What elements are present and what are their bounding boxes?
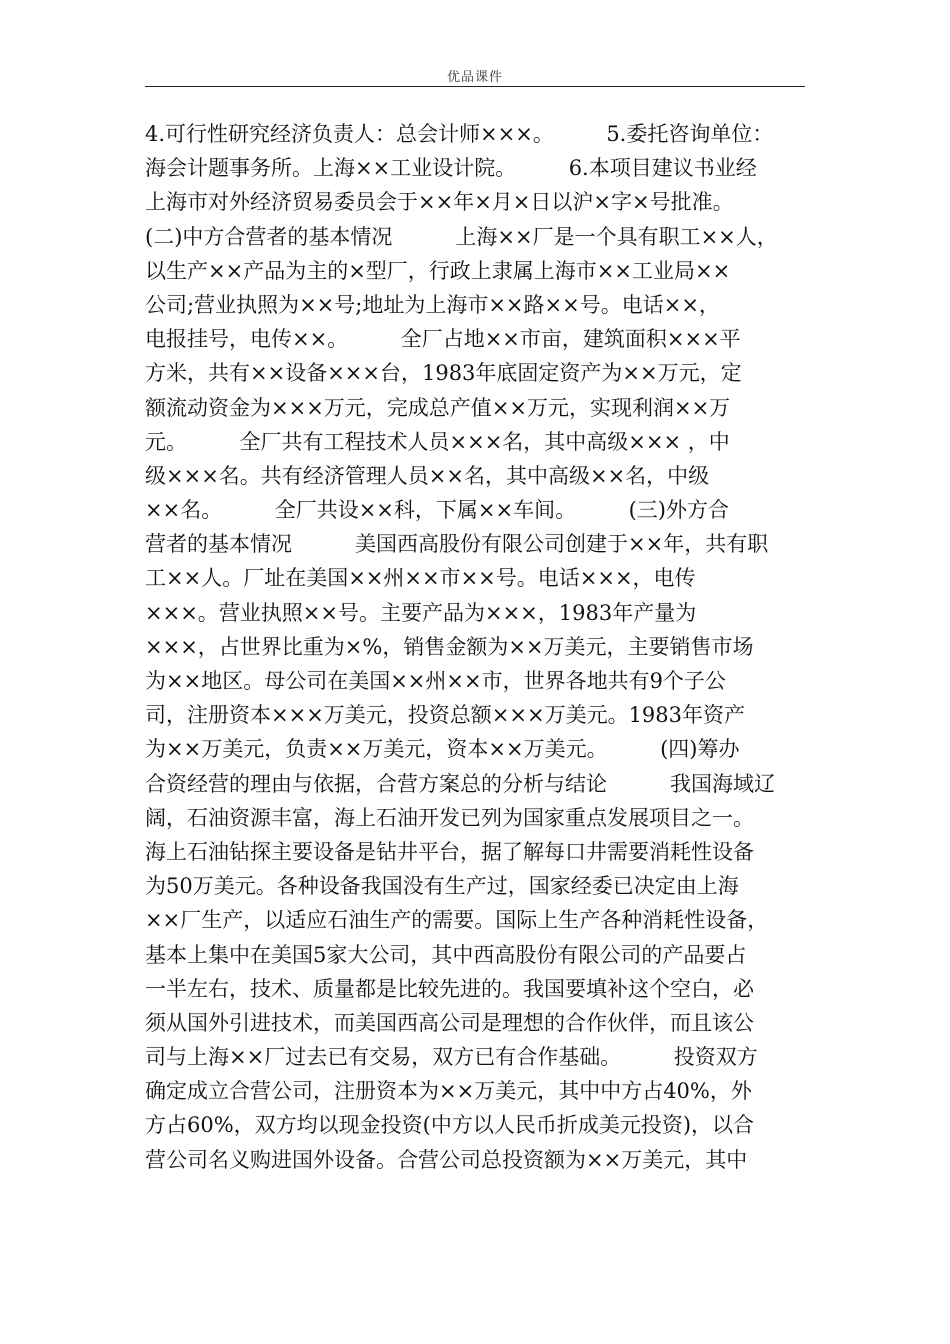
body-line: 为××万美元，负责××万美元，资本××万美元。 (四)筹办: [145, 737, 740, 762]
body-line: 方占60%，双方均以现金投资(中方以人民币折成美元投资)，以合: [145, 1113, 755, 1138]
body-line: 为50万美元。各种设备我国没有生产过，国家经委已决定由上海: [145, 874, 739, 899]
body-line: 电报挂号，电传××。 全厂占地××市亩，建筑面积×××平: [145, 327, 741, 352]
body-line: 4.可行性研究经济负责人：总会计师×××。 5.委托咨询单位：: [145, 122, 774, 146]
body-line: 营者的基本情况 美国西高股份有限公司创建于××年，共有职: [145, 532, 769, 557]
body-line: 上海市对外经济贸易委员会于××年×月×日以沪×字×号批准。: [145, 190, 734, 215]
body-line: ××厂生产，以适应石油生产的需要。国际上生产各种消耗性设备，: [145, 908, 769, 933]
body-line: 海会计题事务所。上海××工业设计院。 6.本项目建议书业经: [145, 156, 757, 181]
body-line: 阔，石油资源丰富，海上石油开发已列为国家重点发展项目之一。: [145, 805, 754, 830]
body-line: 须从国外引进技术，而美国西高公司是理想的合作伙伴，而且该公: [145, 1010, 754, 1035]
body-line: 元。 全厂共有工程技术人员×××名，其中高级××× ，中: [145, 429, 730, 454]
body-line: 以生产××产品为主的×型厂，行政上隶属上海市××工业局××: [145, 258, 731, 283]
body-line: 确定成立合营公司，注册资本为××万美元，其中中方占40%，外: [145, 1079, 752, 1104]
body-line: 营公司名义购进国外设备。合营公司总投资额为××万美元，其中: [145, 1147, 748, 1172]
page-header: 优品课件: [446, 70, 503, 85]
body-line: 方米，共有××设备×××台，1983年底固定资产为××万元，定: [145, 361, 742, 386]
body-line: 合资经营的理由与依据，合营方案总的分析与结论 我国海域辽: [145, 771, 775, 796]
body-line: 为××地区。母公司在美国××州××市，世界各地共有9个子公: [145, 669, 726, 693]
header-divider: [145, 86, 805, 87]
document-body: [145, 117, 807, 1177]
body-line: 工××人。厂址在美国××州××市××号。电话×××，电传: [145, 566, 696, 591]
body-line: 司与上海××厂过去已有交易，双方已有合作基础。 投资双方: [145, 1045, 758, 1070]
body-line: ××名。 全厂共设××科，下属××车间。 (三)外方合: [145, 498, 729, 523]
body-line: ×××，占世界比重为×%，销售金额为××万美元，主要销售市场: [145, 634, 754, 659]
body-line: 公司;营业执照为××号;地址为上海市××路××号。电话××，: [145, 292, 720, 317]
body-line: 一半左右，技术、质量都是比较先进的。我国要填补这个空白，必: [145, 976, 754, 1001]
body-line: (二)中方合营者的基本情况 上海××厂是一个具有职工××人，: [145, 224, 778, 249]
body-line: ×××。营业执照××号。主要产品为×××，1983年产量为: [145, 600, 697, 625]
body-line: 额流动资金为×××万元，完成总产值××万元，实现利润××万: [145, 395, 731, 420]
body-line: 基本上集中在美国5家大公司，其中西高股份有限公司的产品要占: [145, 942, 747, 967]
body-line: 海上石油钻探主要设备是钻井平台，据了解每口井需要消耗性设备: [145, 839, 754, 864]
body-line: 司，注册资本×××万美元，投资总额×××万美元。1983年资产: [145, 703, 746, 728]
body-line: 级×××名。共有经济管理人员××名，其中高级××名，中级: [145, 463, 710, 488]
